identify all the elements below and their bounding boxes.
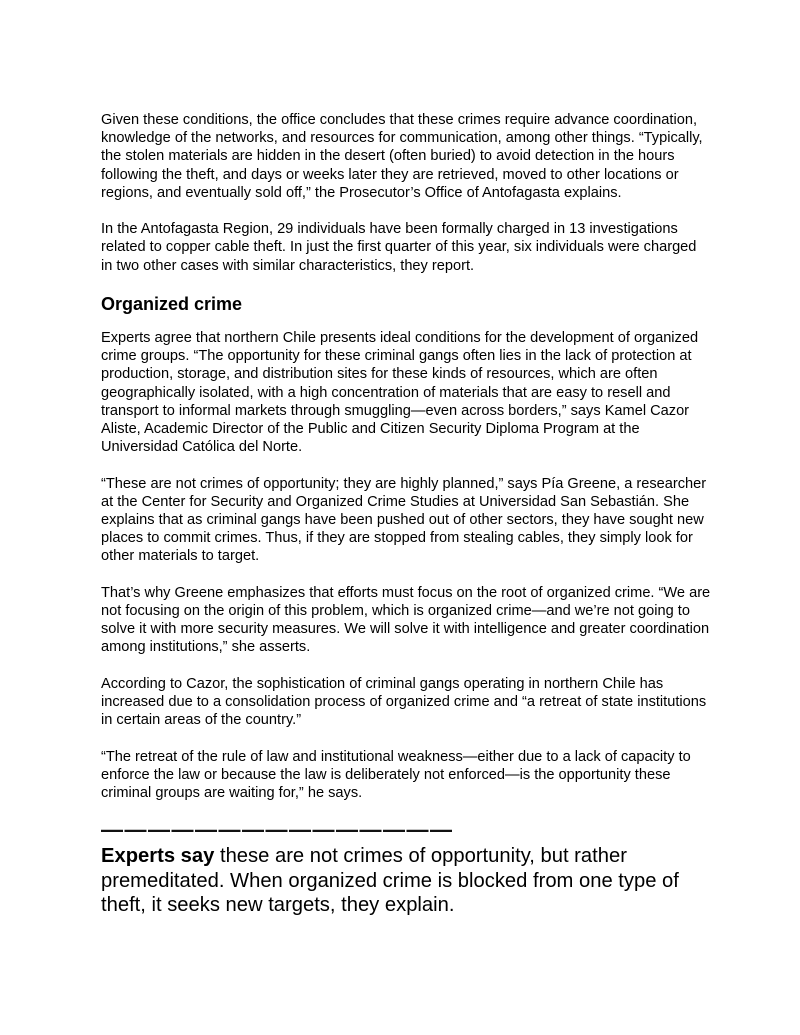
pullquote-text: these are not crimes of opportunity, but rather premeditated. When organized crime is blocked from one type of theft, it seeks new targets, they explain. (101, 845, 679, 917)
paragraph-rule-of-law: “The retreat of the rule of law and institutional weakness—either due to a lack of capacity to enforce the law or because the law is deliberately not enforced—is the opportunity these criminal groups are waiting for,” he says. (101, 748, 691, 802)
paragraph-greene-quote: “These are not crimes of opportunity; they are highly planned,” says Pía Greene, a researcher at the Center for Security and Organized Crime Studies at Universidad San Sebastián. She explains that as criminal gangs have been pushed out of other sectors, they have sought new places to commit crimes. Thus, if they are stopped from stealing cables, they simply look for other materials to target. (101, 475, 707, 565)
pullquote-divider: ——————————————— (101, 817, 454, 843)
pullquote (101, 844, 701, 918)
paragraph-antofagasta-charges: In the Antofagasta Region, 29 individuals have been formally charged in 13 investigations related to copper cable theft. In just the first quarter of this year, six individuals were charged in two other cases with similar characteristics, they report. (101, 221, 697, 274)
paragraph-cazor-sophistication: According to Cazor, the sophistication of criminal gangs operating in northern Chile has increased due to a consolidation process of organized crime and “a retreat of state institutions in certain areas of the country.” (101, 675, 707, 729)
paragraph-office-conclusion: Given these conditions, the office concludes that these crimes require advance coordination, knowledge of the networks, and resources for communication, among other things. “Typically, the stolen materials are hidden in the desert (often buried) to avoid detection in the hours following the theft, and days or weeks later they are retrieved, moved to other locations or regions, and eventually sold off,” the Prosecutor’s Office of Antofagasta explains. (101, 112, 703, 201)
paragraph-greene-emphasis: That’s why Greene emphasizes that efforts must focus on the root of organized crime. “We are not focusing on the origin of this problem, which is organized crime—and we’re not going to solve it with more security measures. We will solve it with intelligence and greater coordination among institutions,” she asserts. (101, 584, 711, 656)
paragraph-experts-agree: Experts agree that northern Chile presents ideal conditions for the development of organized crime groups. “The opportunity for these criminal gangs often lies in the lack of protection at production, storage, and distribution sites for these kinds of resources, which are often geographically isolated, with a high concentration of materials that are easy to resell and transport to informal markets through smuggling—even across borders,” says Kamel Cazor Aliste, Academic Director of the Public and Citizen Security Diploma Program at the Universidad Católica del Norte. (101, 330, 699, 456)
article-page (101, 111, 711, 918)
section-heading-organized-crime: Organized crime (101, 294, 243, 314)
pullquote-lead: Experts say (101, 845, 215, 868)
